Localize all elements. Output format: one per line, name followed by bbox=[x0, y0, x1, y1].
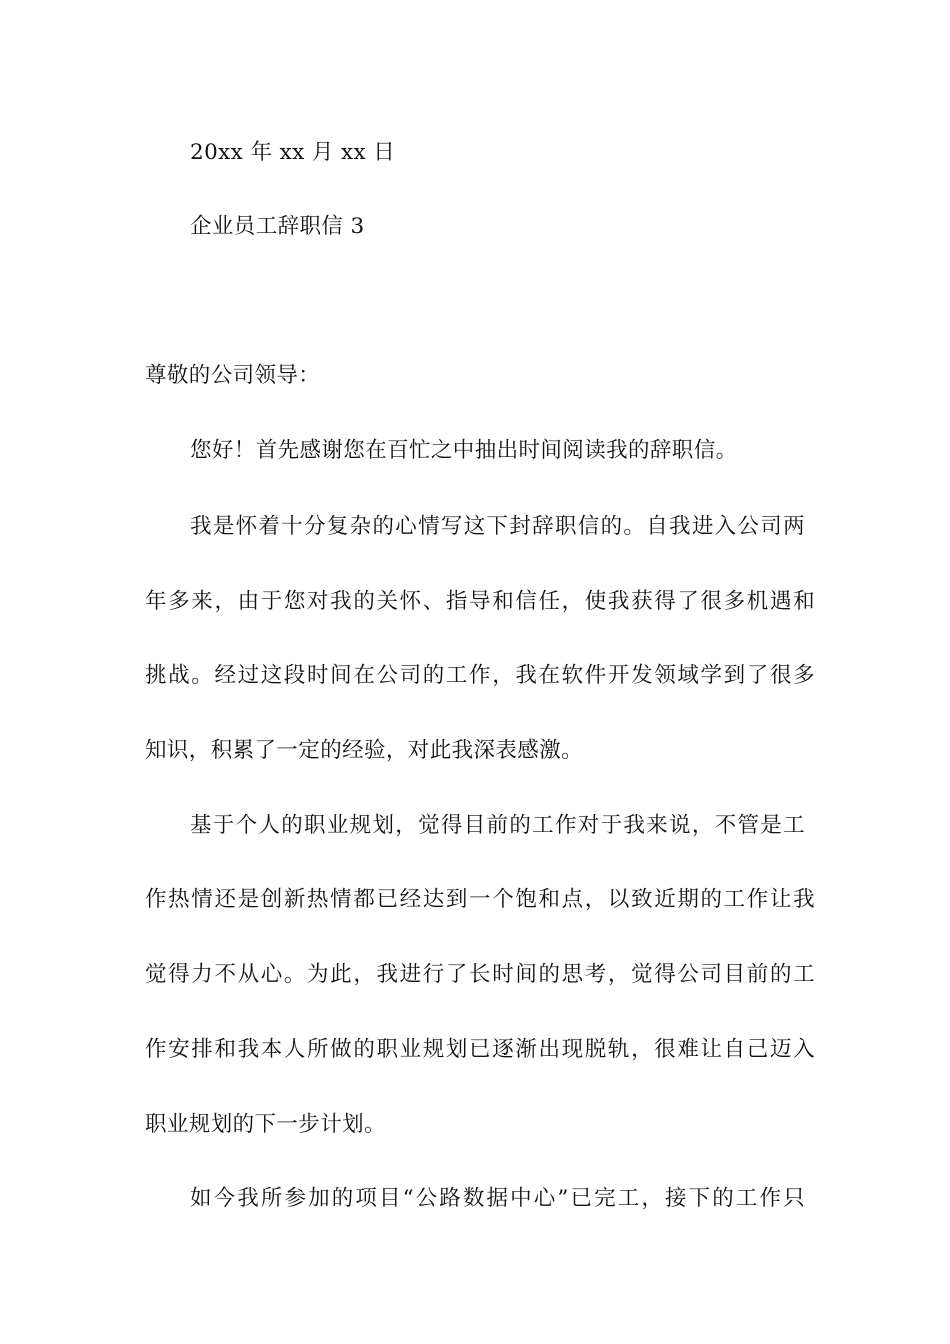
paragraph-line: 知识，积累了一定的经验，对此我深表感激。 bbox=[145, 738, 584, 763]
paragraph-line: 如今我所参加的项目“公路数据中心”已完工，接下的工作只 bbox=[190, 1186, 805, 1211]
paragraph-line: 职业规划的下一步计划。 bbox=[145, 1112, 386, 1137]
paragraph-line: 我是怀着十分复杂的心情写这下封辞职信的。自我进入公司两 bbox=[190, 514, 805, 539]
paragraph-line: 基于个人的职业规划，觉得目前的工作对于我来说，不管是工 bbox=[190, 813, 805, 838]
letter-title: 企业员工辞职信 3 bbox=[190, 214, 365, 239]
letter-salutation: 尊敬的公司领导： bbox=[145, 363, 321, 388]
paragraph-line: 觉得力不从心。为此，我进行了长时间的思考，觉得公司目前的工 bbox=[145, 962, 815, 987]
letter-date: 20xx 年 xx 月 xx 日 bbox=[190, 140, 396, 165]
paragraph-line: 作安排和我本人所做的职业规划已逐渐出现脱轨，很难让自己迈入 bbox=[145, 1037, 815, 1062]
paragraph-line: 您好！首先感谢您在百忙之中抽出时间阅读我的辞职信。 bbox=[190, 438, 738, 463]
paragraph-line: 作热情还是创新热情都已经达到一个饱和点，以致近期的工作让我 bbox=[145, 887, 815, 912]
paragraph-line: 年多来，由于您对我的关怀、指导和信任，使我获得了很多机遇和 bbox=[145, 589, 815, 614]
paragraph-line: 挑战。经过这段时间在公司的工作，我在软件开发领域学到了很多 bbox=[145, 663, 815, 688]
